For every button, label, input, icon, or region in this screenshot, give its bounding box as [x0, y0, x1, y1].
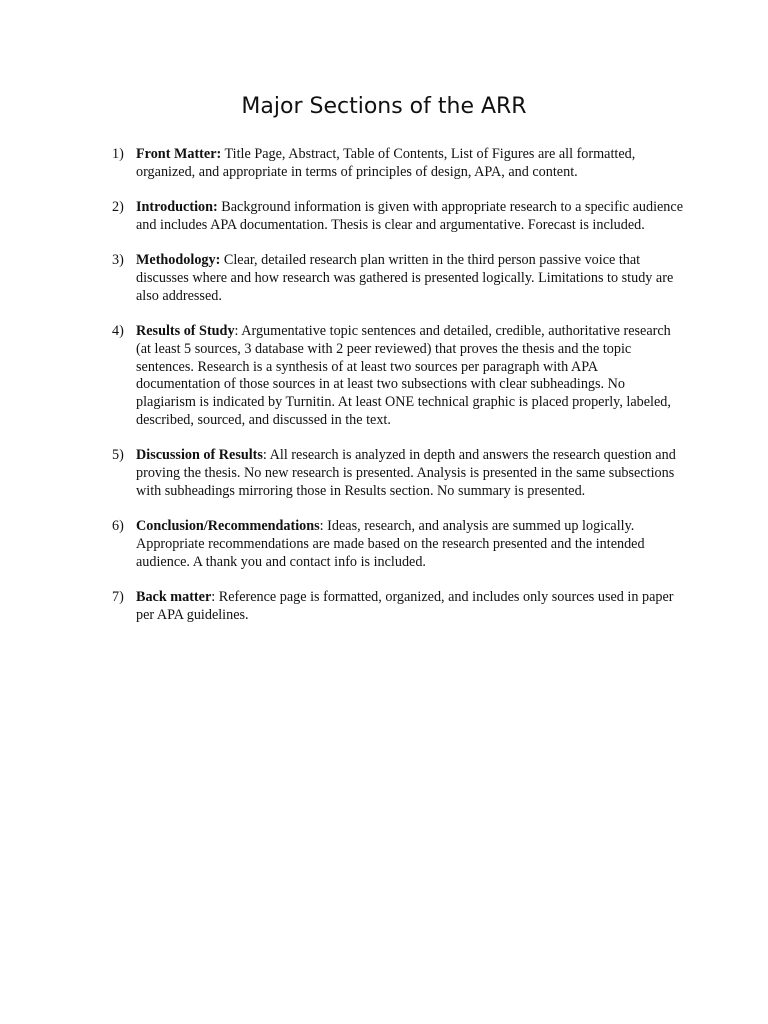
item-number: 4) [112, 323, 124, 340]
page-title: Major Sections of the ARR [241, 94, 527, 119]
list-item-conclusion-recommendations [112, 518, 684, 571]
item-description: : All research is analyzed in depth and answers the research question and proving the thesis. No new research is presented. Analysis is presented in the same subsections with subheadings mirroring those in Results section. No summary is presented. [136, 447, 676, 499]
item-number: 5) [112, 447, 124, 464]
list-item-methodology [112, 252, 684, 305]
list-item-introduction [112, 199, 684, 235]
item-term: Discussion of Results [136, 447, 263, 464]
item-description: Clear, detailed research plan written in the third person passive voice that discusses where and how research was gathered is presented logically. Limitations to study are also addressed. [136, 252, 674, 304]
item-description: : Ideas, research, and analysis are summed up logically. Appropriate recommendations are made based on the research presented and the intended audience. A thank you and contact info is included. [136, 518, 645, 570]
item-number: 6) [112, 518, 124, 535]
item-number: 3) [112, 252, 124, 269]
list-item-results-of-study [112, 323, 684, 430]
sections-list [112, 146, 684, 642]
item-description: : Argumentative topic sentences and detailed, credible, authoritative research (at least 5 sources, 3 database with 2 peer reviewed) that proves the thesis and the topic sentences. Research is a synthesis of at least two sources per paragraph with APA documentation of those sources in at least two subsections with clear subheadings. No plagiarism is indicated by Turnitin. At least ONE technical graphic is placed properly, labeled, described, sourced, and discussed in the text. [136, 323, 671, 429]
item-term: Front Matter: [136, 146, 222, 162]
item-term: Conclusion/Recommendations [136, 518, 320, 535]
item-number: 2) [112, 199, 124, 216]
item-description: Title Page, Abstract, Table of Contents, List of Figures are all formatted, organized, and appropriate in terms of principles of design, APA, and content. [136, 146, 636, 180]
item-term: Introduction: [136, 199, 218, 216]
item-description: : Reference page is formatted, organized, and includes only sources used in paper per APA guidelines. [136, 589, 674, 623]
item-description: Background information is given with appropriate research to a specific audience and includes APA documentation. Thesis is clear and argumentative. Forecast is included. [136, 199, 683, 233]
item-term: Methodology: [136, 252, 221, 269]
list-item-discussion-of-results [112, 447, 684, 500]
list-item-back-matter [112, 589, 684, 625]
item-term: Back matter [136, 589, 212, 606]
list-item-front-matter [112, 146, 684, 182]
item-number: 1) [112, 146, 124, 162]
item-term: Results of Study [136, 323, 235, 340]
item-number: 7) [112, 589, 124, 606]
